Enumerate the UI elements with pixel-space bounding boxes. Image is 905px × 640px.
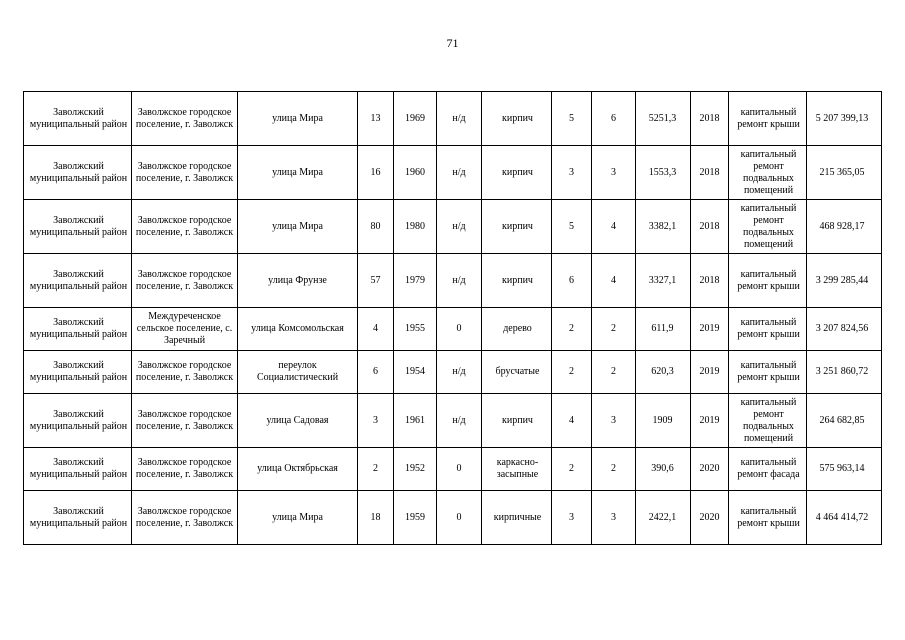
table-row bbox=[24, 394, 882, 448]
year-built-cell: 1959 bbox=[394, 491, 437, 545]
year-reconstruction-cell: н/д bbox=[437, 200, 482, 254]
wall-material-cell: кирпич bbox=[482, 394, 552, 448]
house-number-cell: 4 bbox=[358, 308, 394, 351]
year-reconstruction-cell: 0 bbox=[437, 308, 482, 351]
table-row bbox=[24, 92, 882, 146]
plan-year-cell: 2018 bbox=[691, 92, 729, 146]
entrances-cell: 6 bbox=[592, 92, 636, 146]
street-cell: улица Мира bbox=[238, 92, 358, 146]
district-cell: Заволжский муниципальный район bbox=[24, 254, 132, 308]
district-cell: Заволжский муниципальный район bbox=[24, 146, 132, 200]
table-row bbox=[24, 491, 882, 545]
year-built-cell: 1979 bbox=[394, 254, 437, 308]
cost-cell: 5 207 399,13 bbox=[807, 92, 882, 146]
year-reconstruction-cell: н/д bbox=[437, 351, 482, 394]
settlement-cell: Заволжское городское поселение, г. Заволжск bbox=[132, 394, 238, 448]
area-cell: 611,9 bbox=[636, 308, 691, 351]
street-cell: улица Фрунзе bbox=[238, 254, 358, 308]
cost-cell: 575 963,14 bbox=[807, 448, 882, 491]
street-cell: переулок Социалистический bbox=[238, 351, 358, 394]
plan-year-cell: 2019 bbox=[691, 394, 729, 448]
year-reconstruction-cell: н/д bbox=[437, 146, 482, 200]
house-number-cell: 3 bbox=[358, 394, 394, 448]
year-reconstruction-cell: н/д bbox=[437, 254, 482, 308]
house-number-cell: 57 bbox=[358, 254, 394, 308]
entrances-cell: 3 bbox=[592, 394, 636, 448]
street-cell: улица Октябрьская bbox=[238, 448, 358, 491]
wall-material-cell: кирпич bbox=[482, 200, 552, 254]
district-cell: Заволжский муниципальный район bbox=[24, 491, 132, 545]
wall-material-cell: кирпич bbox=[482, 92, 552, 146]
plan-year-cell: 2018 bbox=[691, 200, 729, 254]
house-number-cell: 18 bbox=[358, 491, 394, 545]
plan-year-cell: 2019 bbox=[691, 351, 729, 394]
district-cell: Заволжский муниципальный район bbox=[24, 308, 132, 351]
floors-cell: 3 bbox=[552, 146, 592, 200]
street-cell: улица Комсомольская bbox=[238, 308, 358, 351]
street-cell: улица Мира bbox=[238, 491, 358, 545]
street-cell: улица Мира bbox=[238, 146, 358, 200]
area-cell: 3382,1 bbox=[636, 200, 691, 254]
wall-material-cell: кирпичные bbox=[482, 491, 552, 545]
district-cell: Заволжский муниципальный район bbox=[24, 448, 132, 491]
house-number-cell: 6 bbox=[358, 351, 394, 394]
settlement-cell: Заволжское городское поселение, г. Заволжск bbox=[132, 200, 238, 254]
area-cell: 1553,3 bbox=[636, 146, 691, 200]
plan-year-cell: 2018 bbox=[691, 254, 729, 308]
entrances-cell: 3 bbox=[592, 491, 636, 545]
area-cell: 2422,1 bbox=[636, 491, 691, 545]
cost-cell: 4 464 414,72 bbox=[807, 491, 882, 545]
floors-cell: 5 bbox=[552, 92, 592, 146]
street-cell: улица Садовая bbox=[238, 394, 358, 448]
floors-cell: 6 bbox=[552, 254, 592, 308]
entrances-cell: 4 bbox=[592, 200, 636, 254]
district-cell: Заволжский муниципальный район bbox=[24, 200, 132, 254]
table-row bbox=[24, 254, 882, 308]
page-number: 71 bbox=[446, 36, 459, 50]
cost-cell: 3 251 860,72 bbox=[807, 351, 882, 394]
year-built-cell: 1969 bbox=[394, 92, 437, 146]
table-row bbox=[24, 351, 882, 394]
house-number-cell: 16 bbox=[358, 146, 394, 200]
floors-cell: 2 bbox=[552, 351, 592, 394]
plan-year-cell: 2019 bbox=[691, 308, 729, 351]
table-body bbox=[24, 92, 882, 545]
work-type-cell: капитальный ремонт подвальных помещений bbox=[729, 394, 807, 448]
settlement-cell: Заволжское городское поселение, г. Заволжск bbox=[132, 146, 238, 200]
district-cell: Заволжский муниципальный район bbox=[24, 394, 132, 448]
floors-cell: 5 bbox=[552, 200, 592, 254]
area-cell: 3327,1 bbox=[636, 254, 691, 308]
plan-year-cell: 2020 bbox=[691, 491, 729, 545]
house-number-cell: 13 bbox=[358, 92, 394, 146]
area-cell: 620,3 bbox=[636, 351, 691, 394]
house-number-cell: 2 bbox=[358, 448, 394, 491]
year-built-cell: 1961 bbox=[394, 394, 437, 448]
cost-cell: 3 207 824,56 bbox=[807, 308, 882, 351]
street-cell: улица Мира bbox=[238, 200, 358, 254]
settlement-cell: Заволжское городское поселение, г. Заволжск bbox=[132, 351, 238, 394]
work-type-cell: капитальный ремонт крыши bbox=[729, 351, 807, 394]
housing-repair-table bbox=[23, 91, 882, 545]
floors-cell: 2 bbox=[552, 308, 592, 351]
year-reconstruction-cell: н/д bbox=[437, 92, 482, 146]
wall-material-cell: брусчатые bbox=[482, 351, 552, 394]
settlement-cell: Междуреченское сельское поселение, с. Заречный bbox=[132, 308, 238, 351]
floors-cell: 3 bbox=[552, 491, 592, 545]
cost-cell: 3 299 285,44 bbox=[807, 254, 882, 308]
work-type-cell: капитальный ремонт крыши bbox=[729, 308, 807, 351]
year-reconstruction-cell: н/д bbox=[437, 394, 482, 448]
settlement-cell: Заволжское городское поселение, г. Заволжск bbox=[132, 491, 238, 545]
wall-material-cell: кирпич bbox=[482, 254, 552, 308]
house-number-cell: 80 bbox=[358, 200, 394, 254]
cost-cell: 264 682,85 bbox=[807, 394, 882, 448]
work-type-cell: капитальный ремонт фасада bbox=[729, 448, 807, 491]
entrances-cell: 4 bbox=[592, 254, 636, 308]
entrances-cell: 2 bbox=[592, 351, 636, 394]
plan-year-cell: 2018 bbox=[691, 146, 729, 200]
entrances-cell: 2 bbox=[592, 448, 636, 491]
cost-cell: 215 365,05 bbox=[807, 146, 882, 200]
table-row bbox=[24, 146, 882, 200]
district-cell: Заволжский муниципальный район bbox=[24, 351, 132, 394]
wall-material-cell: каркасно-засыпные bbox=[482, 448, 552, 491]
year-built-cell: 1955 bbox=[394, 308, 437, 351]
entrances-cell: 2 bbox=[592, 308, 636, 351]
area-cell: 5251,3 bbox=[636, 92, 691, 146]
table-row bbox=[24, 448, 882, 491]
work-type-cell: капитальный ремонт крыши bbox=[729, 92, 807, 146]
floors-cell: 2 bbox=[552, 448, 592, 491]
year-built-cell: 1960 bbox=[394, 146, 437, 200]
year-reconstruction-cell: 0 bbox=[437, 491, 482, 545]
area-cell: 390,6 bbox=[636, 448, 691, 491]
wall-material-cell: дерево bbox=[482, 308, 552, 351]
settlement-cell: Заволжское городское поселение, г. Заволжск bbox=[132, 92, 238, 146]
work-type-cell: капитальный ремонт подвальных помещений bbox=[729, 146, 807, 200]
table-row bbox=[24, 308, 882, 351]
cost-cell: 468 928,17 bbox=[807, 200, 882, 254]
wall-material-cell: кирпич bbox=[482, 146, 552, 200]
work-type-cell: капитальный ремонт подвальных помещений bbox=[729, 200, 807, 254]
year-built-cell: 1954 bbox=[394, 351, 437, 394]
settlement-cell: Заволжское городское поселение, г. Заволжск bbox=[132, 254, 238, 308]
work-type-cell: капитальный ремонт крыши bbox=[729, 254, 807, 308]
table-row bbox=[24, 200, 882, 254]
plan-year-cell: 2020 bbox=[691, 448, 729, 491]
year-built-cell: 1980 bbox=[394, 200, 437, 254]
district-cell: Заволжский муниципальный район bbox=[24, 92, 132, 146]
settlement-cell: Заволжское городское поселение, г. Заволжск bbox=[132, 448, 238, 491]
floors-cell: 4 bbox=[552, 394, 592, 448]
work-type-cell: капитальный ремонт крыши bbox=[729, 491, 807, 545]
year-built-cell: 1952 bbox=[394, 448, 437, 491]
area-cell: 1909 bbox=[636, 394, 691, 448]
year-reconstruction-cell: 0 bbox=[437, 448, 482, 491]
entrances-cell: 3 bbox=[592, 146, 636, 200]
